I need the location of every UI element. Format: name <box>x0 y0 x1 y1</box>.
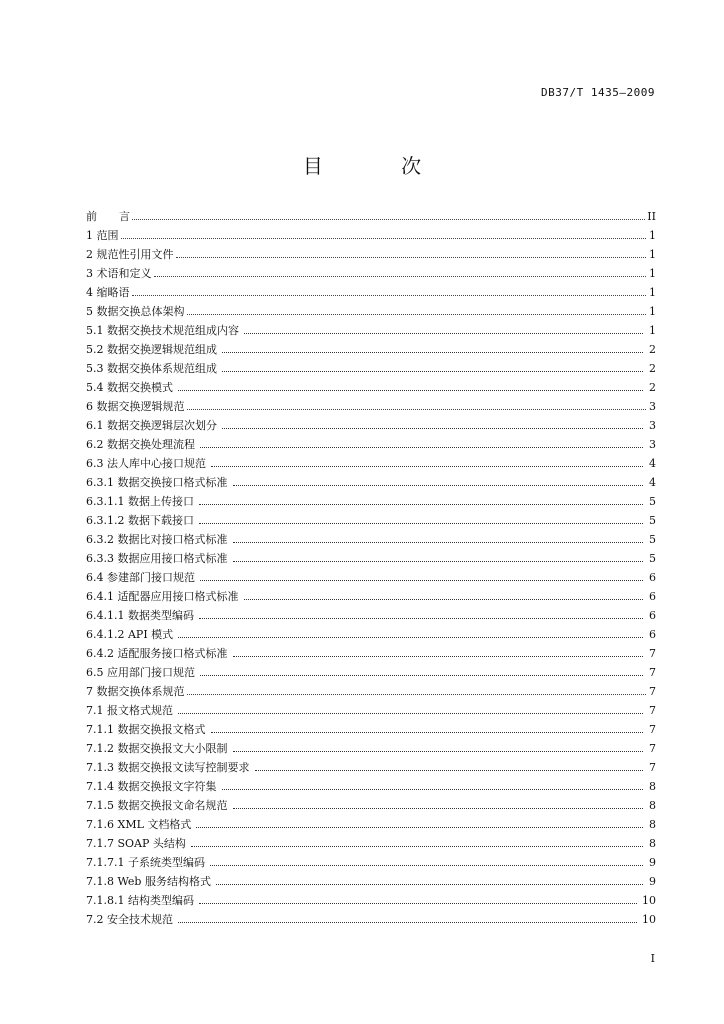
toc-entry-label: 2 规范性引用文件 <box>86 248 174 261</box>
toc-leader-dots <box>222 780 644 790</box>
toc-entry-page: 7 <box>649 723 656 736</box>
toc-leader-dots <box>255 761 644 771</box>
toc-entry[interactable] <box>86 302 656 321</box>
toc-leader-dots <box>187 305 647 315</box>
toc-entry[interactable] <box>86 758 656 777</box>
toc-entry-page: 8 <box>649 799 656 812</box>
toc-entry-page: 2 <box>649 381 656 394</box>
toc-entry-label: 7.1.8.1 结构类型编码 <box>86 894 194 907</box>
toc-entry[interactable] <box>86 226 656 245</box>
toc-entry-page: 1 <box>649 324 656 337</box>
toc-entry[interactable] <box>86 416 656 435</box>
toc-leader-dots <box>200 666 643 676</box>
toc-leader-dots <box>200 438 643 448</box>
toc-entry-page: 6 <box>649 590 656 603</box>
toc-entry[interactable] <box>86 530 656 549</box>
toc-entry-page: 7 <box>649 666 656 679</box>
toc-leader-dots <box>199 495 643 505</box>
toc-entry-label: 1 范围 <box>86 229 119 242</box>
toc-entry[interactable] <box>86 720 656 739</box>
toc-entry-page: 1 <box>649 267 656 280</box>
page-title: 目 次 <box>302 154 458 178</box>
toc-entry[interactable] <box>86 682 656 701</box>
toc-leader-dots <box>222 343 643 353</box>
toc-entry-page: 2 <box>649 343 656 356</box>
toc-entry-page: 5 <box>649 533 656 546</box>
toc-entry-page: 1 <box>649 305 656 318</box>
page-number: I <box>650 952 655 965</box>
toc-entry[interactable] <box>86 473 656 492</box>
toc-entry-page: 7 <box>649 704 656 717</box>
toc-entry-label: 5.3 数据交换体系规范组成 <box>86 362 217 375</box>
toc-entry[interactable] <box>86 511 656 530</box>
toc-entry-label: 6.4.1.2 API 模式 <box>86 628 174 641</box>
toc-entry-page: 3 <box>649 419 656 432</box>
toc-entry-page: 5 <box>649 552 656 565</box>
toc-entry-label: 6.4 参建部门接口规范 <box>86 571 195 584</box>
toc-entry[interactable] <box>86 606 656 625</box>
toc-entry-label: 6 数据交换逻辑规范 <box>86 400 185 413</box>
toc-entry-page: 6 <box>649 609 656 622</box>
toc-leader-dots <box>233 552 644 562</box>
toc-entry[interactable] <box>86 891 656 910</box>
toc-entry[interactable] <box>86 283 656 302</box>
toc-entry[interactable] <box>86 625 656 644</box>
toc-entry-label: 7 数据交换体系规范 <box>86 685 185 698</box>
toc-entry[interactable] <box>86 701 656 720</box>
toc-entry[interactable] <box>86 587 656 606</box>
toc-entry-label: 7.1.2 数据交换报文大小限制 <box>86 742 228 755</box>
toc-leader-dots <box>187 400 647 410</box>
toc-entry[interactable] <box>86 777 656 796</box>
toc-entry[interactable] <box>86 340 656 359</box>
toc-entry-label: 3 术语和定义 <box>86 267 152 280</box>
toc-entry-page: 4 <box>649 457 656 470</box>
toc-entry-label: 6.3 法人库中心接口规范 <box>86 457 206 470</box>
toc-leader-dots <box>233 647 644 657</box>
toc-leader-dots <box>233 799 644 809</box>
toc-leader-dots <box>244 590 644 600</box>
toc-entry[interactable] <box>86 853 656 872</box>
toc-entry-page: 8 <box>649 837 656 850</box>
toc-entry-page: 8 <box>649 780 656 793</box>
toc-entry[interactable] <box>86 549 656 568</box>
toc-entry-label: 6.3.1.1 数据上传接口 <box>86 495 194 508</box>
toc-leader-dots <box>178 913 637 923</box>
toc-leader-dots <box>244 324 643 334</box>
toc-entry[interactable] <box>86 815 656 834</box>
toc-entry-page: 10 <box>642 894 656 907</box>
toc-entry-page: 7 <box>649 685 656 698</box>
toc-entry[interactable] <box>86 834 656 853</box>
toc-entry-page: 7 <box>649 761 656 774</box>
toc-entry[interactable] <box>86 568 656 587</box>
toc-entry[interactable] <box>86 397 656 416</box>
toc-leader-dots <box>211 723 644 733</box>
toc-entry[interactable] <box>86 910 656 929</box>
toc-leader-dots <box>200 571 643 581</box>
toc-entry[interactable] <box>86 454 656 473</box>
toc-entry-label: 6.2 数据交换处理流程 <box>86 438 195 451</box>
toc-entry[interactable] <box>86 663 656 682</box>
toc-entry-page: 1 <box>649 229 656 242</box>
toc-leader-dots <box>199 514 643 524</box>
toc-entry-page: 10 <box>642 913 656 926</box>
toc-leader-dots <box>176 248 647 258</box>
toc-entry-label: 6.3.3 数据应用接口格式标准 <box>86 552 228 565</box>
toc-entry-label: 5 数据交换总体架构 <box>86 305 185 318</box>
document-code: DB37/T 1435—2009 <box>541 86 655 99</box>
toc-entry-page: 4 <box>649 476 656 489</box>
toc-leader-dots <box>233 533 644 543</box>
toc-entry[interactable] <box>86 739 656 758</box>
toc-entry[interactable] <box>86 378 656 397</box>
toc-entry-label: 7.1.5 数据交换报文命名规范 <box>86 799 228 812</box>
toc-entry[interactable] <box>86 245 656 264</box>
toc-entry-page: 8 <box>649 818 656 831</box>
toc-entry-label: 7.1.1 数据交换报文格式 <box>86 723 206 736</box>
toc-entry[interactable] <box>86 435 656 454</box>
toc-entry[interactable] <box>86 644 656 663</box>
toc-leader-dots <box>187 685 647 695</box>
toc-entry-label: 5.1 数据交换技术规范组成内容 <box>86 324 239 337</box>
toc-entry-label: 5.4 数据交换模式 <box>86 381 173 394</box>
toc-entry-page: 2 <box>649 362 656 375</box>
toc-entry[interactable] <box>86 492 656 511</box>
toc-leader-dots <box>132 210 645 220</box>
toc-entry-page: 3 <box>649 400 656 413</box>
toc-entry-label: 6.1 数据交换逻辑层次划分 <box>86 419 217 432</box>
toc-leader-dots <box>222 362 643 372</box>
toc-leader-dots <box>154 267 647 277</box>
toc-entry-label: 6.4.1.1 数据类型编码 <box>86 609 194 622</box>
toc-entry-page: 3 <box>649 438 656 451</box>
toc-entry-label: 7.1.7 SOAP 头结构 <box>86 837 186 850</box>
toc-entry-label: 7.1.4 数据交换报文字符集 <box>86 780 217 793</box>
toc-leader-dots <box>191 837 643 847</box>
toc-entry-page: 6 <box>649 571 656 584</box>
toc-entry-label: 6.3.2 数据比对接口格式标准 <box>86 533 228 546</box>
toc-leader-dots <box>233 476 644 486</box>
toc-leader-dots <box>199 609 643 619</box>
toc-entry-label: 6.4.2 适配服务接口格式标准 <box>86 647 228 660</box>
toc-leader-dots <box>178 381 643 391</box>
toc-leader-dots <box>233 742 644 752</box>
toc-entry[interactable] <box>86 359 656 378</box>
toc-entry[interactable] <box>86 872 656 891</box>
toc-entry-label: 7.1.8 Web 服务结构格式 <box>86 875 211 888</box>
toc-entry-label: 7.1.6 XML 文档格式 <box>86 818 192 831</box>
toc-entry-label: 7.1.3 数据交换报文读写控制要求 <box>86 761 250 774</box>
toc-entry-label: 前 言 <box>86 210 130 223</box>
toc-leader-dots <box>222 419 643 429</box>
toc-entry-page: 5 <box>649 495 656 508</box>
toc-leader-dots <box>210 856 643 866</box>
toc-entry-label: 7.1.7.1 子系统类型编码 <box>86 856 205 869</box>
toc-entry-label: 6.4.1 适配器应用接口格式标准 <box>86 590 239 603</box>
toc-leader-dots <box>132 286 647 296</box>
toc-entry-page: 7 <box>649 742 656 755</box>
toc-entry-label: 7.1 报文格式规范 <box>86 704 173 717</box>
toc-entry-page: 9 <box>649 875 656 888</box>
toc-leader-dots <box>196 818 643 828</box>
toc-entry-page: 6 <box>649 628 656 641</box>
toc-entry-label: 6.3.1 数据交换接口格式标准 <box>86 476 228 489</box>
toc-entry[interactable] <box>86 321 656 340</box>
toc-entry-label: 6.3.1.2 数据下载接口 <box>86 514 194 527</box>
toc-entry-page: 1 <box>649 248 656 261</box>
toc-entry[interactable] <box>86 264 656 283</box>
toc-entry-page: 9 <box>649 856 656 869</box>
toc-entry[interactable] <box>86 207 656 226</box>
toc-leader-dots <box>211 457 643 467</box>
toc-entry-label: 4 缩略语 <box>86 286 130 299</box>
toc-leader-dots <box>216 875 643 885</box>
toc-entry[interactable] <box>86 796 656 815</box>
toc-entry-label: 7.2 安全技术规范 <box>86 913 173 926</box>
toc-entry-page: 1 <box>649 286 656 299</box>
toc-entry-page: 7 <box>649 647 656 660</box>
toc-entry-label: 5.2 数据交换逻辑规范组成 <box>86 343 217 356</box>
toc-leader-dots <box>121 229 647 239</box>
toc-leader-dots <box>199 894 637 904</box>
toc-entry-page: II <box>647 210 656 223</box>
toc-leader-dots <box>178 628 643 638</box>
toc-entry-label: 6.5 应用部门接口规范 <box>86 666 195 679</box>
table-of-contents <box>86 207 656 929</box>
toc-entry-page: 5 <box>649 514 656 527</box>
toc-leader-dots <box>178 704 643 714</box>
